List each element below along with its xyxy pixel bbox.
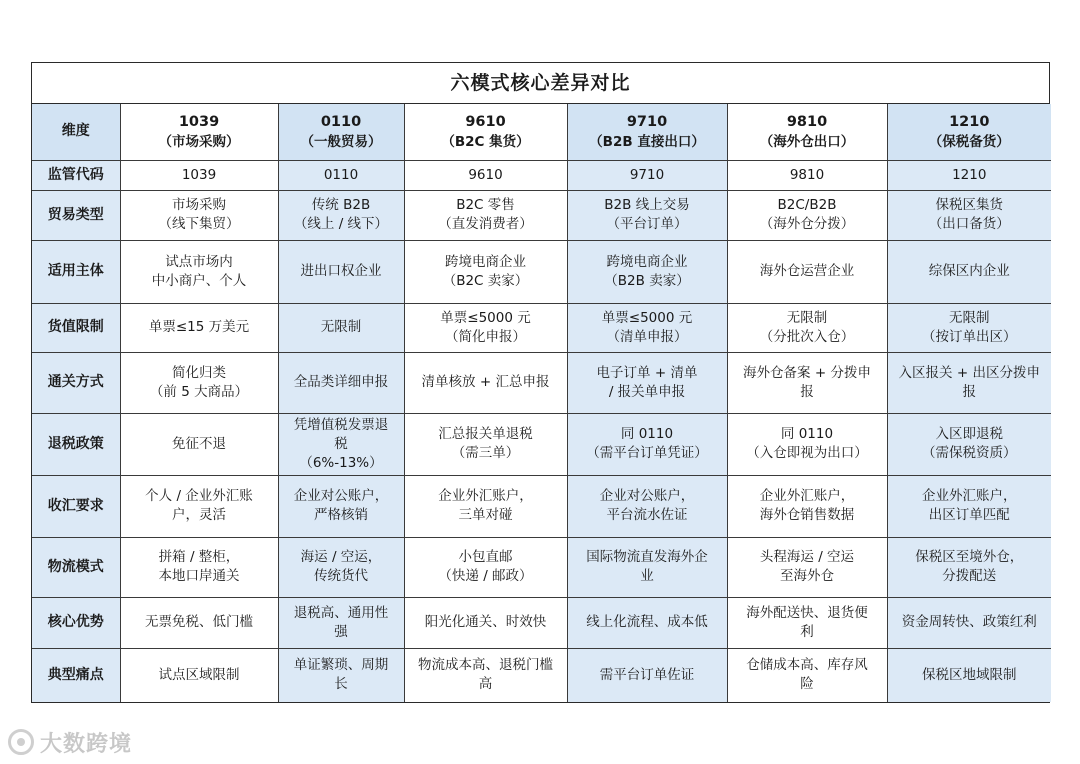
table-cell xyxy=(404,303,567,352)
cell-text: 平台流水佐证 xyxy=(606,507,688,523)
cell-text: 利 xyxy=(800,623,814,640)
table-row xyxy=(32,190,1051,240)
cell-text: 企业外汇账户， xyxy=(759,488,855,504)
cell-text: （前 5 大商品） xyxy=(149,383,249,400)
table-cell xyxy=(278,648,404,702)
cell-text: （出口备货） xyxy=(928,216,1010,232)
table-cell xyxy=(727,648,887,702)
header-mode-9710 xyxy=(567,104,727,160)
table-row xyxy=(32,352,1051,413)
table-cell xyxy=(120,597,278,648)
mode-name: （海外仓出口） xyxy=(759,133,855,150)
cell-text: 市场采购 xyxy=(172,197,226,213)
table-cell xyxy=(120,475,278,537)
mode-name: （保税备货） xyxy=(928,133,1010,150)
cell-text: 清单核放 + 汇总申报 xyxy=(421,374,550,390)
table-row xyxy=(32,537,1051,597)
cell-text: 凭增值税发票退 xyxy=(293,416,389,433)
cell-text: 0110 xyxy=(323,166,359,183)
table-cell xyxy=(120,537,278,597)
cell-text: 业 xyxy=(640,568,654,584)
page-title: 六模式核心差异对比 xyxy=(32,63,1049,104)
comparison-table xyxy=(32,104,1051,702)
cell-text: 进出口权企业 xyxy=(300,263,382,279)
header-dim-label: 维度 xyxy=(32,104,120,160)
row-label: 收汇要求 xyxy=(32,475,120,537)
cell-text: B2B 线上交易 xyxy=(604,197,690,213)
mode-code: 0110 xyxy=(320,113,362,130)
table-cell xyxy=(567,475,727,537)
cell-text: 试点市场内 xyxy=(165,253,233,270)
cell-text: 个人 / 企业外汇账 xyxy=(145,488,253,504)
cell-text: （按订单出区） xyxy=(922,328,1017,345)
table-cell xyxy=(887,303,1051,352)
cell-text: 海外仓备案 + 分拨申 xyxy=(743,364,871,381)
table-cell xyxy=(887,475,1051,537)
cell-text: 无限制 xyxy=(320,319,362,335)
cell-text: 拼箱 / 整柜， xyxy=(158,549,240,565)
row-label: 物流模式 xyxy=(32,537,120,597)
cell-text: 传统 B2B xyxy=(311,197,371,213)
table-cell xyxy=(567,413,727,475)
table-cell xyxy=(567,303,727,352)
cell-text: 小包直邮 xyxy=(458,549,513,565)
table-cell xyxy=(278,240,404,303)
table-cell xyxy=(120,240,278,303)
row-label: 通关方式 xyxy=(32,352,120,413)
table-row xyxy=(32,597,1051,648)
table-cell xyxy=(727,537,887,597)
cell-text: 无票免税、低门槛 xyxy=(145,614,253,630)
table-cell xyxy=(404,648,567,702)
cell-text: （入仓即视为出口） xyxy=(746,445,868,461)
cell-text: 需平台订单佐证 xyxy=(599,666,695,683)
table-row xyxy=(32,160,1051,190)
table-cell xyxy=(278,475,404,537)
row-label: 核心优势 xyxy=(32,597,120,648)
table-cell xyxy=(727,240,887,303)
cell-text: 同 0110 xyxy=(780,426,834,442)
table-cell xyxy=(727,190,887,240)
watermark xyxy=(8,728,132,756)
table-cell xyxy=(567,648,727,702)
mode-code: 1039 xyxy=(178,113,220,130)
cell-text: 跨境电商企业 xyxy=(606,253,688,270)
cell-text: 至海外仓 xyxy=(780,568,834,584)
cell-text: （需三单） xyxy=(451,445,520,461)
cell-text: 户，灵活 xyxy=(172,507,226,523)
table-cell xyxy=(567,240,727,303)
table-cell xyxy=(727,475,887,537)
table-cell xyxy=(404,537,567,597)
cell-text: 严格核销 xyxy=(314,507,368,523)
cell-text: 9710 xyxy=(629,166,665,183)
table-cell xyxy=(120,303,278,352)
cell-text: （快递 / 邮政） xyxy=(438,568,533,584)
cell-text: （B2B 卖家） xyxy=(604,272,690,289)
cell-text: 企业对公账户， xyxy=(599,488,695,504)
table-cell xyxy=(567,537,727,597)
cell-text: 线上化流程、成本低 xyxy=(586,614,708,630)
cell-text: （海外仓分拨） xyxy=(759,216,855,232)
cell-text: 无限制 xyxy=(949,309,990,326)
cell-text: 9610 xyxy=(468,166,503,183)
cell-text: 1210 xyxy=(952,166,987,183)
cell-text: 长 xyxy=(334,676,348,693)
cell-text: 同 0110 xyxy=(620,426,674,442)
mode-code: 9810 xyxy=(786,113,828,130)
cell-text: 综保区内企业 xyxy=(928,263,1010,279)
cell-text: （清单申报） xyxy=(606,328,688,345)
cell-text: 本地口岸通关 xyxy=(158,568,240,584)
table-cell xyxy=(278,160,404,190)
table-cell xyxy=(404,352,567,413)
table-cell xyxy=(887,413,1051,475)
row-label: 货值限制 xyxy=(32,303,120,352)
cell-text: 入区报关 + 出区分拨申 xyxy=(898,364,1040,381)
cell-text: （直发消费者） xyxy=(438,216,533,232)
cell-text: 保税区地域限制 xyxy=(922,666,1017,683)
cell-text: 单票≤15 万美元 xyxy=(148,319,250,335)
cell-text: B2C 零售 xyxy=(456,197,515,213)
cell-text: 出区订单匹配 xyxy=(928,507,1010,523)
cell-text: 单票≤5000 元 xyxy=(440,309,531,326)
header-mode-1039 xyxy=(120,104,278,160)
cell-text: 海运 / 空运， xyxy=(300,549,382,565)
cell-text: 头程海运 / 空运 xyxy=(759,549,855,565)
cell-text: 简化归类 xyxy=(172,364,226,381)
table-cell xyxy=(567,190,727,240)
watermark-text: 大数跨境 xyxy=(40,731,133,757)
table-cell xyxy=(278,190,404,240)
table-cell xyxy=(727,303,887,352)
cell-text: 无限制 xyxy=(786,309,828,326)
mode-name: （一般贸易） xyxy=(300,133,382,150)
cell-text: （6%-13%） xyxy=(299,454,383,471)
cell-text: 高 xyxy=(478,676,493,693)
table-cell xyxy=(120,413,278,475)
cell-text: 资金周转快、政策红利 xyxy=(901,614,1037,630)
watermark-logo-icon xyxy=(8,729,34,755)
table-row xyxy=(32,240,1051,303)
table-cell xyxy=(278,303,404,352)
cell-text: （分批次入仓） xyxy=(759,328,855,345)
table-cell xyxy=(404,190,567,240)
row-label: 适用主体 xyxy=(32,240,120,303)
cell-text: 免征不退 xyxy=(172,435,226,452)
cell-text: B2C/B2B xyxy=(777,197,837,213)
header-mode-0110 xyxy=(278,104,404,160)
table-row xyxy=(32,475,1051,537)
cell-text: 报 xyxy=(800,383,814,400)
table-cell xyxy=(887,597,1051,648)
cell-text: 报 xyxy=(962,383,976,400)
cell-text: 电子订单 + 清单 xyxy=(596,364,698,381)
mode-name: （市场采购） xyxy=(158,133,240,150)
cell-text: 退税高、通用性 xyxy=(293,604,389,621)
table-cell xyxy=(404,240,567,303)
table-row xyxy=(32,413,1051,475)
table-cell xyxy=(887,352,1051,413)
cell-text: 国际物流直发海外企 xyxy=(586,549,708,565)
table-cell xyxy=(887,240,1051,303)
cell-text: 跨境电商企业 xyxy=(445,253,526,270)
table-row xyxy=(32,303,1051,352)
comparison-sheet xyxy=(31,62,1050,703)
cell-text: 物流成本高、退税门槛 xyxy=(418,657,553,674)
cell-text: 税 xyxy=(334,435,348,452)
cell-text: （平台订单） xyxy=(606,216,688,232)
cell-text: 企业对公账户， xyxy=(293,488,389,504)
row-label: 监管代码 xyxy=(32,160,120,190)
mode-name: （B2B 直接出口） xyxy=(589,133,705,150)
cell-text: 企业外汇账户， xyxy=(438,488,533,504)
table-cell xyxy=(278,537,404,597)
cell-text: 单票≤5000 元 xyxy=(601,309,693,326)
cell-text: 传统货代 xyxy=(314,568,368,584)
cell-text: 三单对碰 xyxy=(458,507,513,523)
mode-code: 9710 xyxy=(626,113,668,130)
table-cell xyxy=(727,597,887,648)
mode-code: 9610 xyxy=(465,113,506,130)
header-mode-1210 xyxy=(887,104,1051,160)
cell-text: 海外配送快、退货便 xyxy=(746,604,868,621)
header-row xyxy=(32,104,1051,160)
table-cell xyxy=(567,597,727,648)
table-cell xyxy=(727,160,887,190)
header-mode-9610 xyxy=(404,104,567,160)
table-cell xyxy=(278,413,404,475)
cell-text: 试点区域限制 xyxy=(158,666,240,683)
cell-text: （B2C 卖家） xyxy=(442,272,529,289)
table-row xyxy=(32,648,1051,702)
cell-text: 仓储成本高、库存风 xyxy=(746,657,868,674)
table-cell xyxy=(887,648,1051,702)
cell-text: （线下集贸） xyxy=(158,216,240,232)
table-cell xyxy=(278,597,404,648)
cell-text: 保税区集货 xyxy=(935,197,1003,213)
cell-text: 阳光化通关、时效快 xyxy=(424,614,547,630)
cell-text: 保税区至境外仓， xyxy=(915,549,1024,565)
cell-text: 1039 xyxy=(181,166,217,183)
cell-text: 入区即退税 xyxy=(935,426,1003,442)
table-cell xyxy=(567,352,727,413)
table-cell xyxy=(120,190,278,240)
cell-text: 企业外汇账户， xyxy=(922,488,1017,504)
cell-text: 汇总报关单退税 xyxy=(438,426,533,442)
table-cell xyxy=(120,160,278,190)
table-cell xyxy=(727,413,887,475)
cell-text: 强 xyxy=(334,623,348,640)
table-cell xyxy=(404,160,567,190)
table-cell xyxy=(887,160,1051,190)
row-label: 贸易类型 xyxy=(32,190,120,240)
row-label: 退税政策 xyxy=(32,413,120,475)
table-cell xyxy=(404,597,567,648)
table-cell xyxy=(278,352,404,413)
row-label: 典型痛点 xyxy=(32,648,120,702)
cell-text: 分拨配送 xyxy=(942,568,997,584)
cell-text: 9810 xyxy=(789,166,825,183)
cell-text: （简化申报） xyxy=(445,328,526,345)
table-cell xyxy=(404,413,567,475)
cell-text: 险 xyxy=(800,676,814,693)
mode-code: 1210 xyxy=(949,113,990,130)
cell-text: 海外仓销售数据 xyxy=(759,507,855,523)
table-cell xyxy=(887,190,1051,240)
table-cell xyxy=(120,352,278,413)
cell-text: （线上 / 线下） xyxy=(293,216,389,232)
table-cell xyxy=(567,160,727,190)
cell-text: 海外仓运营企业 xyxy=(759,263,855,279)
table-cell xyxy=(887,537,1051,597)
cell-text: 单证繁琐、周期 xyxy=(293,657,389,674)
cell-text: 中小商户、个人 xyxy=(151,272,247,289)
mode-name: （B2C 集货） xyxy=(441,133,530,150)
header-mode-9810 xyxy=(727,104,887,160)
table-cell xyxy=(727,352,887,413)
cell-text: （需平台订单凭证） xyxy=(586,445,708,461)
cell-text: 全品类详细申报 xyxy=(293,374,389,390)
table-cell xyxy=(404,475,567,537)
table-cell xyxy=(120,648,278,702)
cell-text: / 报关单申报 xyxy=(608,383,686,400)
cell-text: （需保税资质） xyxy=(922,445,1017,461)
